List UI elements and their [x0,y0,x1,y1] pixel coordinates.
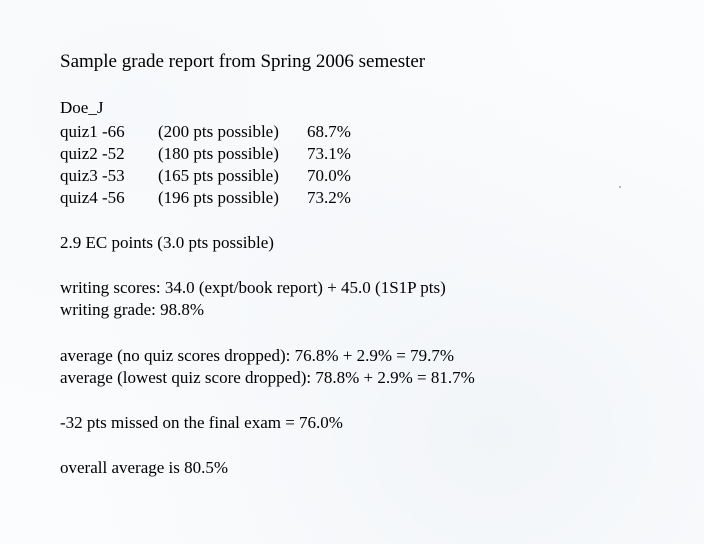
quiz-percent: 68.7% [307,122,351,141]
report-title: Sample grade report from Spring 2006 semester [60,51,426,72]
quiz-score: quiz3 -53 [60,166,125,185]
quiz-percent: 70.0% [307,166,351,185]
ec-points: 2.9 EC points (3.0 pts possible) [60,233,274,252]
writing-grade: writing grade: 98.8% [60,300,204,319]
quiz-score: quiz1 -66 [60,122,125,141]
overall-average: overall average is 80.5% [60,458,229,477]
final-exam: -32 pts missed on the final exam = 76.0% [60,413,343,432]
scan-speck [619,186,621,188]
average-no-drop: average (no quiz scores dropped): 76.8% + 2.9% = 79.7% [60,346,455,365]
writing-scores: writing scores: 34.0 (expt/book report) + 45.0 (1S1P pts) [60,278,446,297]
quiz-possible: (196 pts possible) [158,188,279,207]
student-name: Doe_J [60,98,104,117]
quiz-score: quiz4 -56 [60,188,125,207]
quiz-score: quiz2 -52 [60,144,125,163]
quiz-possible: (165 pts possible) [158,166,279,185]
quiz-possible: (200 pts possible) [158,122,279,141]
quiz-percent: 73.2% [307,188,351,207]
average-lowest-dropped: average (lowest quiz score dropped): 78.8% + 2.9% = 81.7% [60,368,475,387]
quiz-possible: (180 pts possible) [158,144,279,163]
quiz-percent: 73.1% [307,144,351,163]
